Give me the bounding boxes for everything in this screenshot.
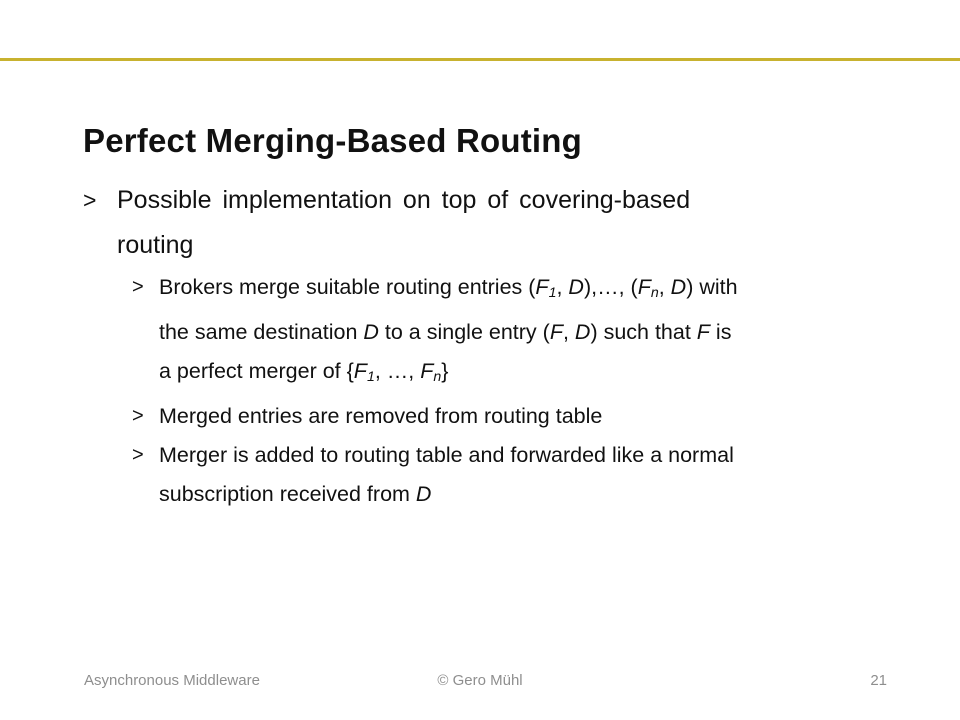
text-segment: D	[568, 275, 584, 299]
bullet-text	[159, 268, 960, 397]
slide-title: Perfect Merging-Based Routing	[83, 122, 583, 160]
bullet-item-4	[132, 436, 960, 514]
text-segment: n	[433, 369, 442, 386]
text-segment: ,	[658, 275, 671, 299]
bullet-marker: >	[132, 405, 144, 428]
text-line	[117, 178, 960, 223]
text-segment: D	[574, 320, 591, 345]
text-line	[159, 268, 960, 313]
bullet-marker: >	[132, 276, 144, 298]
text-segment: ,	[562, 320, 575, 345]
text-line	[117, 223, 960, 268]
text-segment: F	[535, 275, 549, 299]
text-segment: ),…, (	[583, 275, 638, 299]
text-segment: F	[549, 320, 563, 345]
text-segment: F	[696, 320, 710, 345]
text-segment: 1	[548, 285, 557, 302]
accent-rule	[0, 58, 960, 61]
text-segment: D	[670, 275, 687, 299]
bullet-marker: >	[83, 187, 97, 213]
bullet-item-1	[83, 178, 960, 268]
text-line	[159, 352, 960, 397]
text-segment: Merger is added to routing table and forwarded like a normal	[159, 443, 734, 468]
text-segment: ) with	[686, 275, 738, 299]
text-line	[159, 436, 960, 475]
text-line	[159, 475, 960, 514]
bullet-list	[0, 178, 960, 514]
text-segment: to a single entry (	[378, 320, 550, 345]
text-segment: a perfect merger of {	[159, 359, 354, 384]
text-segment: F	[420, 359, 434, 384]
text-line	[159, 313, 960, 352]
text-segment: }	[441, 359, 449, 384]
bullet-text	[159, 397, 960, 436]
text-line	[159, 397, 960, 436]
text-segment: n	[650, 285, 659, 302]
text-segment: D	[415, 482, 432, 507]
footer-course-name: Asynchronous Middleware	[84, 672, 260, 689]
footer-page-number: 21	[870, 672, 887, 689]
text-segment: Brokers merge suitable routing entries (	[159, 275, 536, 299]
text-segment: Merged entries are removed from routing table	[159, 404, 603, 429]
bullet-text	[159, 436, 960, 514]
bullet-marker: >	[132, 444, 144, 467]
text-segment: , …,	[374, 359, 421, 384]
text-segment: F	[637, 275, 651, 299]
text-segment: F	[353, 359, 367, 384]
text-segment: the same destination	[159, 320, 364, 345]
text-segment: subscription received from	[159, 482, 416, 507]
text-segment: routing	[117, 231, 194, 259]
text-segment: 1	[366, 369, 375, 386]
bullet-item-2	[132, 268, 960, 397]
text-segment: Possible implementation on top of covering-based	[117, 186, 691, 214]
text-segment: ,	[556, 275, 569, 299]
text-segment: D	[363, 320, 379, 345]
bullet-item-3	[132, 397, 960, 436]
text-segment: ) such that	[590, 320, 697, 345]
text-segment: is	[709, 320, 732, 345]
footer-copyright: © Gero Mühl	[437, 672, 523, 689]
bullet-text	[117, 178, 960, 268]
